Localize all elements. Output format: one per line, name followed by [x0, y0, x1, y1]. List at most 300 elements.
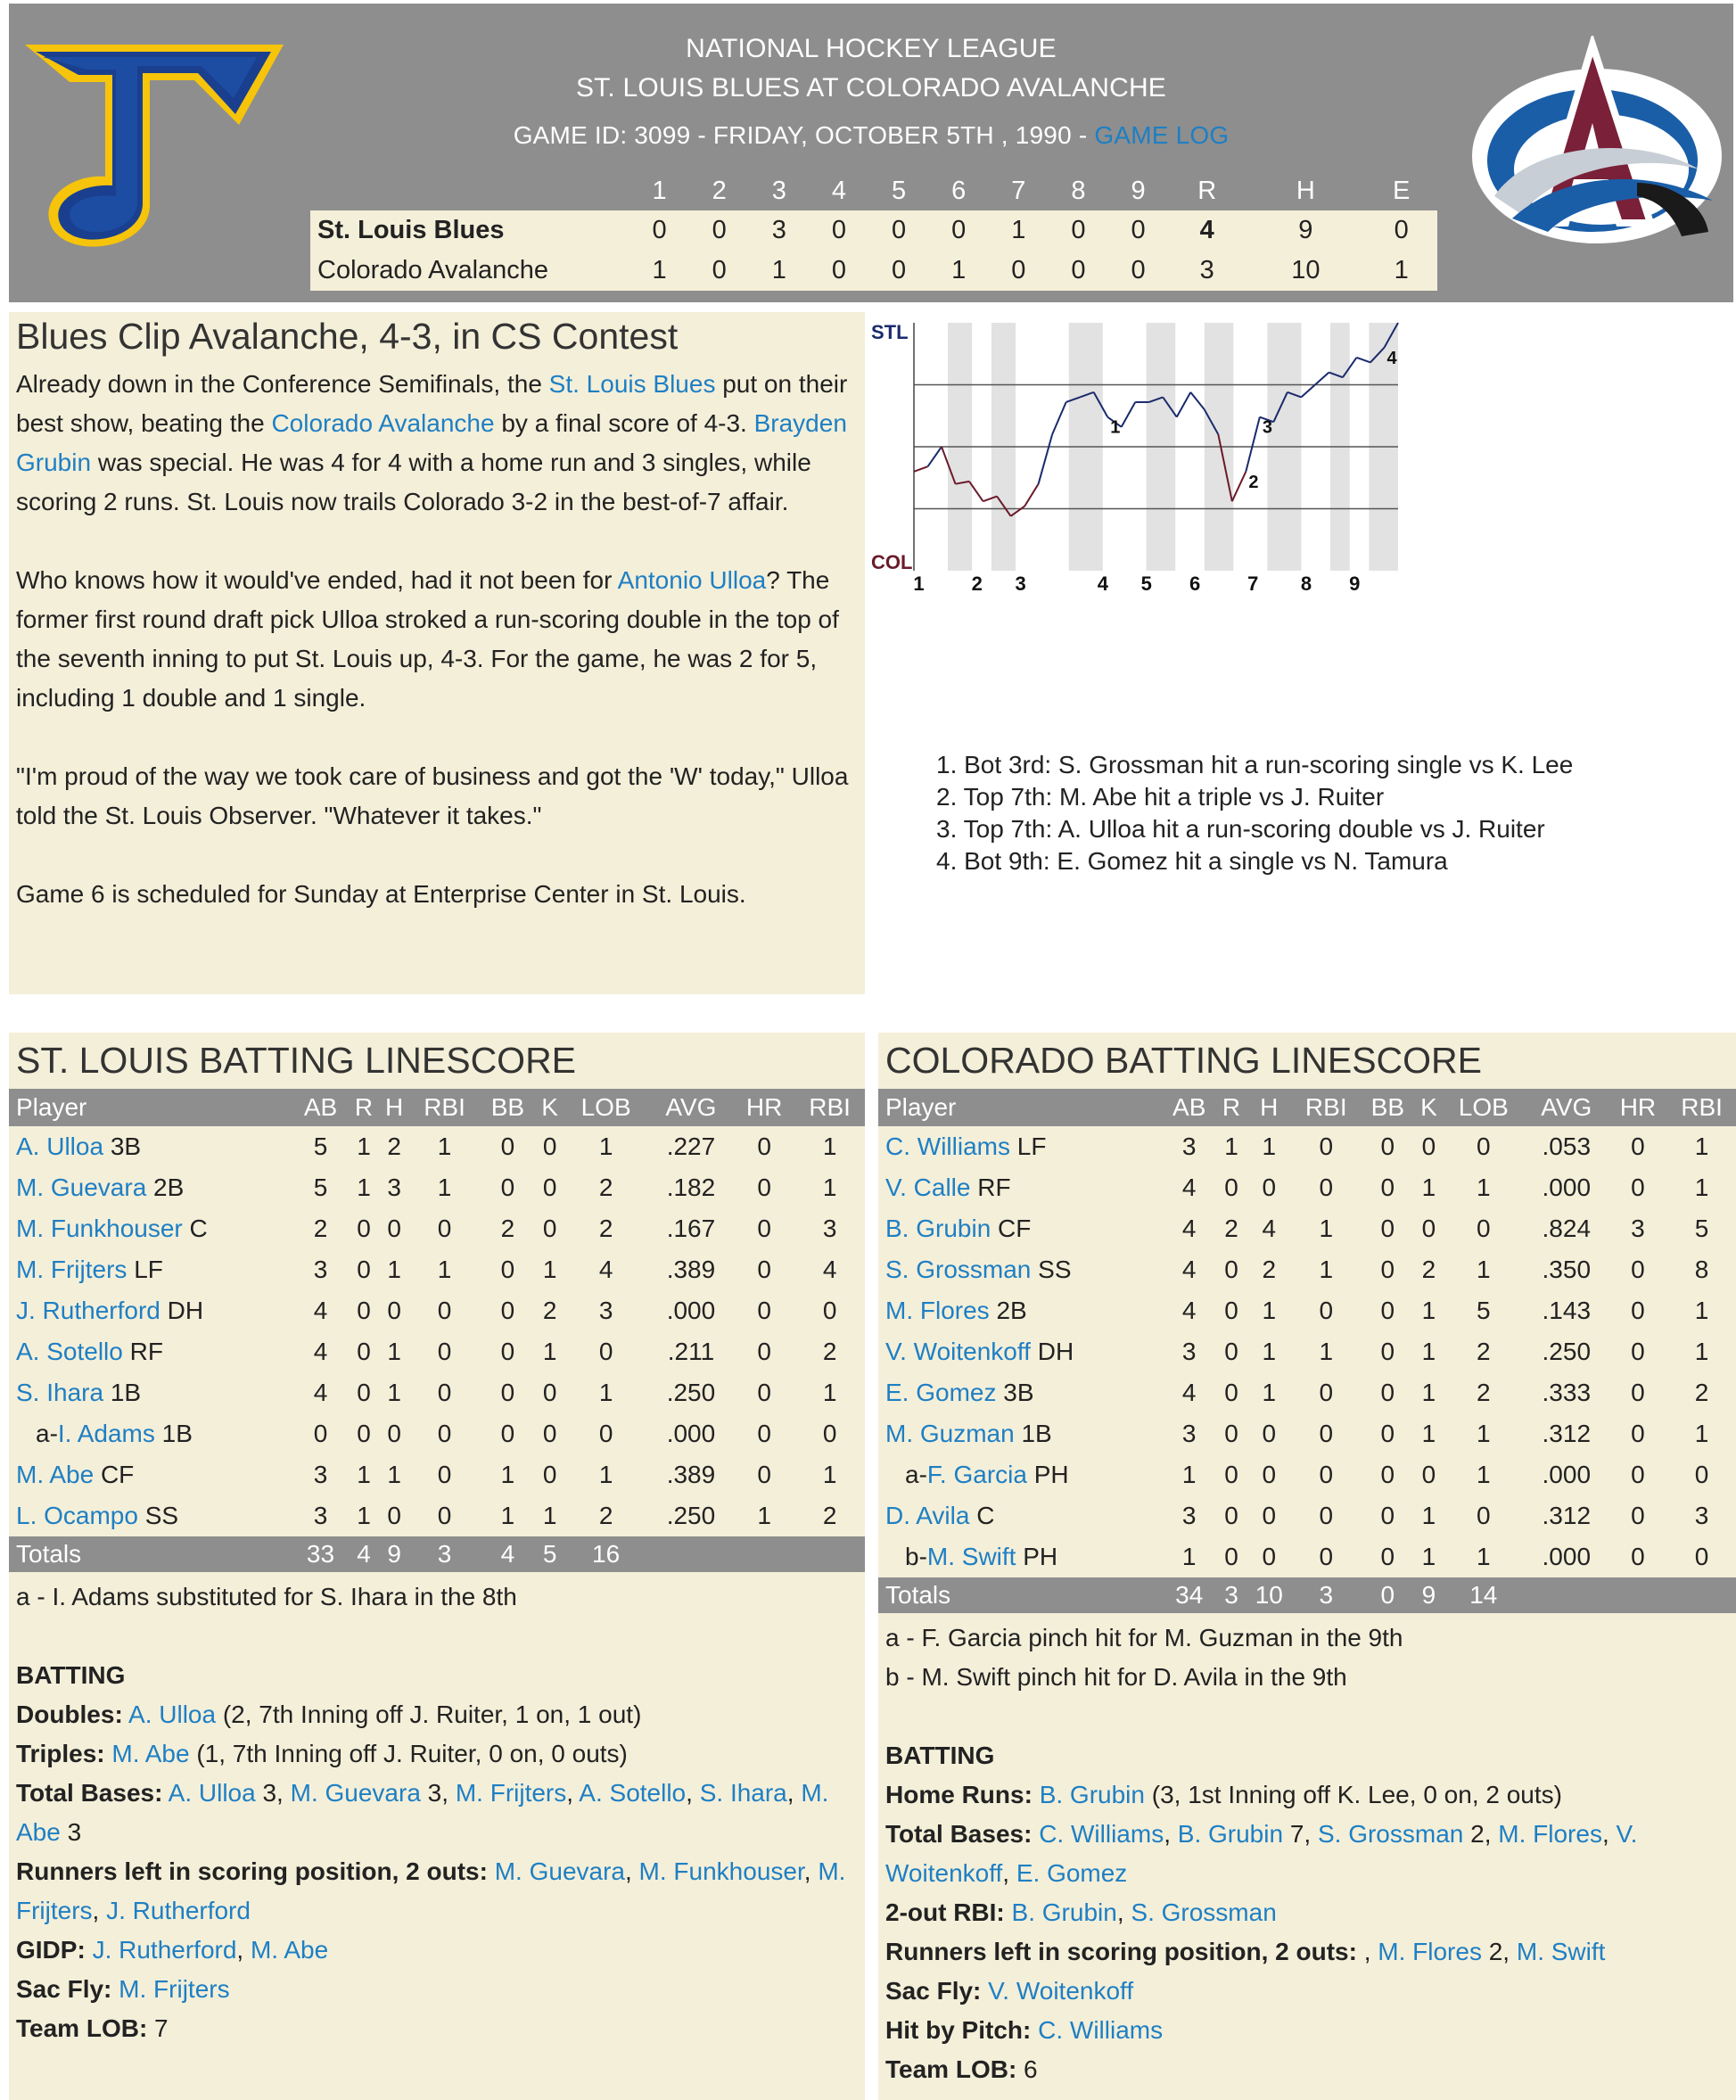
- stat-cell: 0: [1694, 1543, 1709, 1570]
- player-cell: [878, 1249, 1162, 1290]
- stat-cell: 0: [1380, 1502, 1395, 1529]
- note-label: Total Bases:: [16, 1779, 163, 1807]
- note-text: ,: [236, 1936, 251, 1964]
- stat-cell: 0: [1631, 1174, 1645, 1201]
- hits-total: 9: [1246, 210, 1365, 251]
- player-link[interactable]: Antonio Ulloa: [617, 566, 767, 594]
- note-text: 3: [60, 1818, 82, 1846]
- player-link[interactable]: M. Guzman: [885, 1420, 1015, 1447]
- stat-cell: 5: [313, 1132, 328, 1160]
- stat-cell: .000: [1542, 1543, 1592, 1570]
- event-description: 4. Bot 9th: E. Gomez hit a single vs N. Tamura: [936, 847, 1448, 875]
- batting-col-header: K: [536, 1089, 564, 1126]
- player-link[interactable]: M. Funkhouser: [638, 1857, 804, 1885]
- recap-paragraph-1: [16, 365, 858, 522]
- stat-cell: 0: [313, 1420, 328, 1447]
- note-label: Triples:: [16, 1740, 105, 1767]
- stat-cell: 2: [822, 1338, 837, 1365]
- stat-cell: 1: [598, 1132, 613, 1160]
- batting-row: [878, 1167, 1736, 1208]
- stat-cell: .250: [666, 1502, 716, 1529]
- inning-score: 0: [629, 210, 689, 251]
- event-description: 1. Bot 3rd: S. Grossman hit a run-scoring single vs K. Lee: [936, 751, 1574, 778]
- inning-label: 6: [1189, 572, 1201, 595]
- stat-cell: .000: [1542, 1174, 1592, 1201]
- totals-cell: [1667, 1577, 1736, 1613]
- player-position: PH: [1016, 1543, 1058, 1570]
- team-link-stl[interactable]: St. Louis Blues: [548, 370, 716, 398]
- inning-score: 0: [989, 251, 1049, 291]
- stat-cell: 0: [542, 1420, 557, 1447]
- player-link[interactable]: A. Ulloa: [128, 1701, 217, 1728]
- player-link[interactable]: M. Guevara: [494, 1857, 625, 1885]
- note-label: Team LOB:: [885, 2055, 1017, 2083]
- stat-cell: 1: [1319, 1338, 1334, 1365]
- player-link[interactable]: S. Grossman: [1317, 1820, 1464, 1848]
- stl-batting-table: [9, 1089, 865, 1572]
- hit-by-pitch-note: [885, 2011, 1729, 2050]
- stat-cell: .389: [666, 1461, 716, 1488]
- inning-label: 5: [1140, 572, 1152, 595]
- totals-cell: 3: [1292, 1577, 1361, 1613]
- player-link[interactable]: C. Williams: [1039, 1820, 1164, 1848]
- stat-cell: 0: [757, 1256, 771, 1283]
- batting-col-header: R: [349, 1089, 379, 1126]
- stat-cell: 1: [1319, 1256, 1334, 1283]
- player-position: SS: [137, 1502, 179, 1529]
- player-cell: [9, 1454, 292, 1495]
- stat-cell: 2: [598, 1502, 613, 1529]
- player-link[interactable]: J. Rutherford: [106, 1897, 251, 1924]
- stat-cell: 1: [1477, 1543, 1491, 1570]
- player-link[interactable]: Brayden Grubin: [16, 409, 847, 476]
- player-link[interactable]: V. Woitenkoff: [885, 1820, 1638, 1887]
- player-link[interactable]: V. Calle: [885, 1174, 971, 1201]
- note-text: ,: [1164, 1820, 1178, 1848]
- stl-batting-box: [9, 1033, 865, 2100]
- stat-cell: 1: [1694, 1174, 1709, 1201]
- stat-cell: 4: [313, 1379, 328, 1406]
- stat-cell: 1: [1421, 1420, 1436, 1447]
- substitution-note: a - I. Adams substituted for S. Ihara in the 8th: [16, 1583, 517, 1610]
- stat-cell: 0: [1262, 1543, 1277, 1570]
- stat-cell: 0: [1631, 1256, 1645, 1283]
- sub-prefix: a-: [36, 1420, 58, 1447]
- game-recap: [9, 312, 865, 994]
- recap-title: Blues Clip Avalanche, 4-3, in CS Contest: [16, 316, 679, 357]
- player-link[interactable]: A. Ulloa: [168, 1779, 256, 1807]
- batting-col-header: HR: [734, 1089, 794, 1126]
- stat-cell: 0: [1224, 1543, 1238, 1570]
- batting-row: [9, 1372, 865, 1413]
- stat-cell: 0: [1262, 1420, 1277, 1447]
- inning-score: 0: [689, 251, 749, 291]
- stat-cell: 0: [437, 1379, 452, 1406]
- batting-row: [9, 1331, 865, 1372]
- totals-cell: 10: [1246, 1577, 1292, 1613]
- player-link[interactable]: M. Swift: [1516, 1938, 1606, 1965]
- stat-cell: .053: [1542, 1132, 1592, 1160]
- player-link[interactable]: J. Rutherford: [16, 1297, 160, 1324]
- event-marker: 4: [1386, 348, 1397, 368]
- linescore-col-header: R: [1168, 171, 1246, 210]
- game-info-text: GAME ID: 3099 - FRIDAY, OCTOBER 5TH , 1990 -: [513, 121, 1095, 149]
- stat-cell: 0: [500, 1132, 515, 1160]
- total-bases-note: [885, 1815, 1729, 1893]
- win-probability-chart: [869, 312, 1736, 883]
- event-marker: 1: [1110, 417, 1121, 438]
- player-link[interactable]: B. Grubin: [1011, 1898, 1117, 1926]
- stat-cell: 1: [542, 1256, 557, 1283]
- totals-cell: 0: [1361, 1577, 1415, 1613]
- stat-cell: 2: [542, 1297, 557, 1324]
- stat-cell: 0: [1319, 1132, 1334, 1160]
- inning-score: 0: [929, 210, 989, 251]
- player-link[interactable]: F. Garcia: [926, 1461, 1027, 1488]
- totals-cell: [648, 1536, 734, 1572]
- player-link[interactable]: D. Avila: [885, 1502, 970, 1529]
- stat-cell: .312: [1542, 1420, 1592, 1447]
- batting-heading: BATTING: [16, 1661, 126, 1689]
- player-link[interactable]: M. Abe: [111, 1740, 190, 1767]
- player-link[interactable]: V. Woitenkoff: [988, 1977, 1134, 2005]
- inning-score: 0: [809, 251, 868, 291]
- note-text: 6: [1016, 2055, 1038, 2083]
- stat-cell: 1: [822, 1174, 837, 1201]
- stat-cell: .000: [666, 1297, 716, 1324]
- col-batting-notes: [885, 1736, 1729, 2089]
- linescore-col-header: 2: [689, 171, 749, 210]
- linescore-col-header: 1: [629, 171, 689, 210]
- player-link[interactable]: M. Frijters: [16, 1857, 846, 1924]
- player-link[interactable]: S. Ihara: [16, 1379, 104, 1406]
- player-position: 3B: [996, 1379, 1034, 1406]
- top-label: STL: [871, 321, 909, 343]
- stat-cell: 3: [313, 1256, 328, 1283]
- stat-cell: 0: [542, 1215, 557, 1242]
- inning-score: 0: [869, 251, 929, 291]
- batting-row: [878, 1413, 1736, 1454]
- stat-cell: 1: [1421, 1379, 1436, 1406]
- stat-cell: 0: [500, 1174, 515, 1201]
- recap-paragraph-4: Game 6 is scheduled for Sunday at Enterprise Center in St. Louis.: [16, 880, 746, 908]
- stat-cell: 1: [437, 1174, 452, 1201]
- recap-paragraph-2: [16, 561, 858, 718]
- stat-cell: 3: [1181, 1502, 1197, 1529]
- stat-cell: 0: [1224, 1461, 1238, 1488]
- inning-label: 9: [1349, 572, 1361, 595]
- matchup-title: ST. LOUIS BLUES AT COLORADO AVALANCHE: [575, 73, 1167, 103]
- player-position: DH: [160, 1297, 204, 1324]
- totals-cell: 4: [480, 1536, 536, 1572]
- stat-cell: 2: [1262, 1256, 1277, 1283]
- inning-label: 3: [1015, 572, 1026, 595]
- stat-cell: 4: [1181, 1215, 1197, 1242]
- col-notes: [878, 1613, 1736, 2095]
- stat-cell: 0: [1694, 1461, 1709, 1488]
- stat-cell: 0: [500, 1379, 515, 1406]
- player-link[interactable]: M. Frijters: [119, 1975, 230, 2003]
- stat-cell: 4: [313, 1338, 328, 1365]
- player-cell: [878, 1495, 1162, 1536]
- chart-legend: [936, 749, 1573, 877]
- batting-col-header: BB: [480, 1089, 536, 1126]
- stat-cell: 3: [598, 1297, 613, 1324]
- inning-score: 0: [1049, 210, 1108, 251]
- player-link[interactable]: E. Gomez: [1016, 1859, 1128, 1887]
- stat-cell: 0: [387, 1502, 401, 1529]
- batting-col-header: Player: [9, 1089, 292, 1126]
- gidp-note: [16, 1931, 858, 1970]
- totals-row: [9, 1536, 865, 1572]
- note-text: ,: [1601, 1820, 1617, 1848]
- stat-cell: 0: [1224, 1502, 1238, 1529]
- stat-cell: 0: [1631, 1338, 1645, 1365]
- player-link[interactable]: M. Guevara: [290, 1779, 421, 1807]
- totals-cell: [1608, 1577, 1668, 1613]
- totals-cell: [794, 1536, 865, 1572]
- stat-cell: 0: [437, 1215, 452, 1242]
- inning-label: 4: [1097, 572, 1109, 595]
- note-label: Home Runs:: [885, 1781, 1033, 1808]
- stat-cell: 5: [1477, 1297, 1491, 1324]
- player-link[interactable]: V. Woitenkoff: [885, 1338, 1031, 1365]
- stat-cell: 0: [1631, 1543, 1645, 1570]
- stat-cell: 1: [1421, 1338, 1436, 1365]
- linescore-col-header: 9: [1108, 171, 1168, 210]
- player-position: DH: [1030, 1338, 1074, 1365]
- note-label: Total Bases:: [885, 1820, 1033, 1848]
- stat-cell: 3: [313, 1461, 328, 1488]
- stat-cell: .824: [1542, 1215, 1592, 1242]
- stat-cell: 1: [1262, 1379, 1277, 1406]
- player-cell: [9, 1331, 292, 1372]
- stat-cell: 1: [1477, 1461, 1491, 1488]
- game-log-link[interactable]: GAME LOG: [1094, 121, 1230, 149]
- player-cell: [9, 1126, 292, 1167]
- player-link[interactable]: M. Frijters: [16, 1256, 128, 1283]
- inning-label: 1: [913, 572, 925, 595]
- stl-substitutions: [16, 1577, 858, 1617]
- stat-cell: 0: [357, 1338, 371, 1365]
- player-link[interactable]: M. Abe: [250, 1936, 329, 1964]
- player-position: 1B: [154, 1420, 193, 1447]
- stat-cell: 2: [500, 1215, 515, 1242]
- stat-cell: 1: [1421, 1174, 1436, 1201]
- stat-cell: 2: [598, 1174, 613, 1201]
- stat-cell: 2: [387, 1132, 401, 1160]
- player-position: 2B: [989, 1297, 1027, 1324]
- stat-cell: 0: [1224, 1256, 1238, 1283]
- player-cell: [878, 1413, 1162, 1454]
- stat-cell: 1: [598, 1461, 613, 1488]
- inning-label: 8: [1300, 572, 1312, 595]
- errors-total: 0: [1365, 210, 1437, 251]
- player-link[interactable]: S. Ihara: [699, 1779, 787, 1807]
- player-link[interactable]: S. Grossman: [1131, 1898, 1277, 1926]
- risp-note: [885, 1932, 1729, 1972]
- stat-cell: 0: [357, 1215, 371, 1242]
- batting-col-header: AVG: [648, 1089, 734, 1126]
- player-position: LF: [1010, 1132, 1047, 1160]
- batting-col-header: H: [1246, 1089, 1292, 1126]
- note-label: Hit by Pitch:: [885, 2016, 1032, 2044]
- stat-cell: 1: [822, 1379, 837, 1406]
- stat-cell: 0: [542, 1379, 557, 1406]
- player-link[interactable]: M. Funkhouser: [16, 1215, 183, 1242]
- stat-cell: 0: [387, 1215, 401, 1242]
- player-link[interactable]: M. Abe: [16, 1779, 829, 1846]
- player-link[interactable]: B. Grubin: [1177, 1820, 1284, 1848]
- player-position: CF: [991, 1215, 1032, 1242]
- player-position: 3B: [103, 1132, 142, 1160]
- player-link[interactable]: J. Rutherford: [92, 1936, 237, 1964]
- stat-cell: 1: [822, 1461, 837, 1488]
- note-text: ,: [1356, 1938, 1378, 1965]
- stat-cell: 5: [313, 1174, 328, 1201]
- player-link[interactable]: A. Ulloa: [16, 1132, 104, 1160]
- player-link[interactable]: C. Williams: [885, 1132, 1010, 1160]
- batting-heading: BATTING: [885, 1742, 995, 1769]
- stat-cell: 0: [500, 1338, 515, 1365]
- player-position: 2B: [146, 1174, 185, 1201]
- stat-cell: 0: [437, 1502, 452, 1529]
- player-link[interactable]: A. Sotello: [16, 1338, 123, 1365]
- stat-cell: 4: [1262, 1215, 1277, 1242]
- player-link[interactable]: L. Ocampo: [16, 1502, 138, 1529]
- stat-cell: 0: [1631, 1297, 1645, 1324]
- player-link[interactable]: M. Flores: [1498, 1820, 1602, 1848]
- player-link[interactable]: A. Sotello: [579, 1779, 687, 1807]
- stat-cell: .250: [666, 1379, 716, 1406]
- linescore-row: [310, 251, 1437, 291]
- batting-row: [878, 1290, 1736, 1331]
- player-cell: [878, 1331, 1162, 1372]
- player-position: SS: [1031, 1256, 1072, 1283]
- batting-col-header: RBI: [409, 1089, 480, 1126]
- stat-cell: 2: [1421, 1256, 1436, 1283]
- batting-row: [878, 1454, 1736, 1495]
- stat-cell: 1: [1694, 1297, 1709, 1324]
- player-cell: [9, 1249, 292, 1290]
- stat-cell: 5: [1694, 1215, 1709, 1242]
- stl-batting-header: [9, 1089, 865, 1126]
- recap-text: Already down in the Conference Semifinals, the: [16, 370, 549, 398]
- stat-cell: 0: [542, 1132, 557, 1160]
- batting-row: [878, 1249, 1736, 1290]
- player-cell: [878, 1167, 1162, 1208]
- substitution-note: a - F. Garcia pinch hit for M. Guzman in the 9th: [885, 1624, 1403, 1651]
- stat-cell: .000: [1542, 1461, 1592, 1488]
- stat-cell: 0: [1262, 1174, 1277, 1201]
- linescore-col-header: 8: [1049, 171, 1108, 210]
- stat-cell: 4: [822, 1256, 837, 1283]
- event-description: 2. Top 7th: M. Abe hit a triple vs J. Ruiter: [936, 783, 1385, 811]
- player-link[interactable]: E. Gomez: [885, 1379, 997, 1406]
- note-text: 2,: [1463, 1820, 1499, 1848]
- stat-cell: 0: [1380, 1338, 1395, 1365]
- inning-label: 7: [1247, 572, 1259, 595]
- stat-cell: 3: [1631, 1215, 1645, 1242]
- player-link[interactable]: M. Frijters: [455, 1779, 567, 1807]
- stat-cell: 8: [1694, 1256, 1709, 1283]
- player-link[interactable]: M. Abe: [16, 1461, 95, 1488]
- linescore-header: [310, 171, 1437, 210]
- player-link[interactable]: C. Williams: [1038, 2016, 1164, 2044]
- stat-cell: 2: [313, 1215, 328, 1242]
- col-substitutions: [885, 1618, 1729, 1697]
- batting-col-header: AB: [292, 1089, 349, 1126]
- stat-cell: 1: [598, 1379, 613, 1406]
- note-label: Doubles:: [16, 1701, 123, 1728]
- batting-col-header: BB: [1361, 1089, 1415, 1126]
- stat-cell: 2: [822, 1502, 837, 1529]
- stat-cell: 1: [1477, 1420, 1491, 1447]
- player-cell: [878, 1372, 1162, 1413]
- batting-row: [9, 1454, 865, 1495]
- batting-col-header: LOB: [1443, 1089, 1525, 1126]
- stat-cell: 0: [1224, 1338, 1238, 1365]
- stat-cell: 0: [598, 1338, 613, 1365]
- inning-score: 3: [749, 210, 809, 251]
- league-title: NATIONAL HOCKEY LEAGUE: [686, 34, 1057, 63]
- col-batting-table: [878, 1089, 1736, 1613]
- stat-cell: 2: [1224, 1215, 1238, 1242]
- player-link[interactable]: M. Swift: [926, 1543, 1016, 1570]
- stat-cell: 0: [437, 1420, 452, 1447]
- stat-cell: 0: [1319, 1297, 1334, 1324]
- player-link[interactable]: M. Flores: [885, 1297, 990, 1324]
- sub-prefix: a-: [905, 1461, 927, 1488]
- recap-text: was special. He was 4 for 4 with a home run and 3 singles, while scoring 2 runs. St. Louis now trails Colorado 3-2 in the best-of-7 affair.: [16, 449, 811, 515]
- player-link[interactable]: M. Guevara: [16, 1174, 147, 1201]
- stat-cell: 3: [313, 1502, 328, 1529]
- stat-cell: 3: [822, 1215, 837, 1242]
- player-link[interactable]: B. Grubin: [1039, 1781, 1145, 1808]
- player-position: C: [969, 1502, 995, 1529]
- note-text: ,: [624, 1857, 639, 1885]
- totals-cell: 14: [1443, 1577, 1525, 1613]
- team-link-col[interactable]: Colorado Avalanche: [271, 409, 495, 437]
- recap-text: Who knows how it would've ended, had it not been for: [16, 566, 618, 594]
- totals-cell: 4: [349, 1536, 379, 1572]
- player-link[interactable]: I. Adams: [57, 1420, 155, 1447]
- inning-score: 1: [749, 251, 809, 291]
- linescore-row: [310, 210, 1437, 251]
- batting-col-header: RBI: [1292, 1089, 1361, 1126]
- stat-cell: 4: [1181, 1297, 1197, 1324]
- player-link[interactable]: S. Grossman: [885, 1256, 1032, 1283]
- stat-cell: 0: [757, 1215, 771, 1242]
- batting-col-header: AB: [1162, 1089, 1216, 1126]
- batting-row: [9, 1290, 865, 1331]
- player-link[interactable]: B. Grubin: [885, 1215, 991, 1242]
- player-link[interactable]: M. Flores: [1378, 1938, 1482, 1965]
- totals-cell: 3: [1216, 1577, 1246, 1613]
- stat-cell: 0: [757, 1379, 771, 1406]
- stat-cell: 0: [357, 1297, 371, 1324]
- stat-cell: 3: [1181, 1420, 1197, 1447]
- batting-row: [878, 1536, 1736, 1577]
- batting-col-header: H: [379, 1089, 409, 1126]
- stat-cell: .000: [666, 1420, 716, 1447]
- team-name: Colorado Avalanche: [310, 251, 629, 291]
- player-position: 1B: [1014, 1420, 1052, 1447]
- stat-cell: 4: [598, 1256, 613, 1283]
- event-marker: 3: [1262, 417, 1272, 438]
- totals-cell: [1525, 1577, 1608, 1613]
- note-text: 2,: [1481, 1938, 1517, 1965]
